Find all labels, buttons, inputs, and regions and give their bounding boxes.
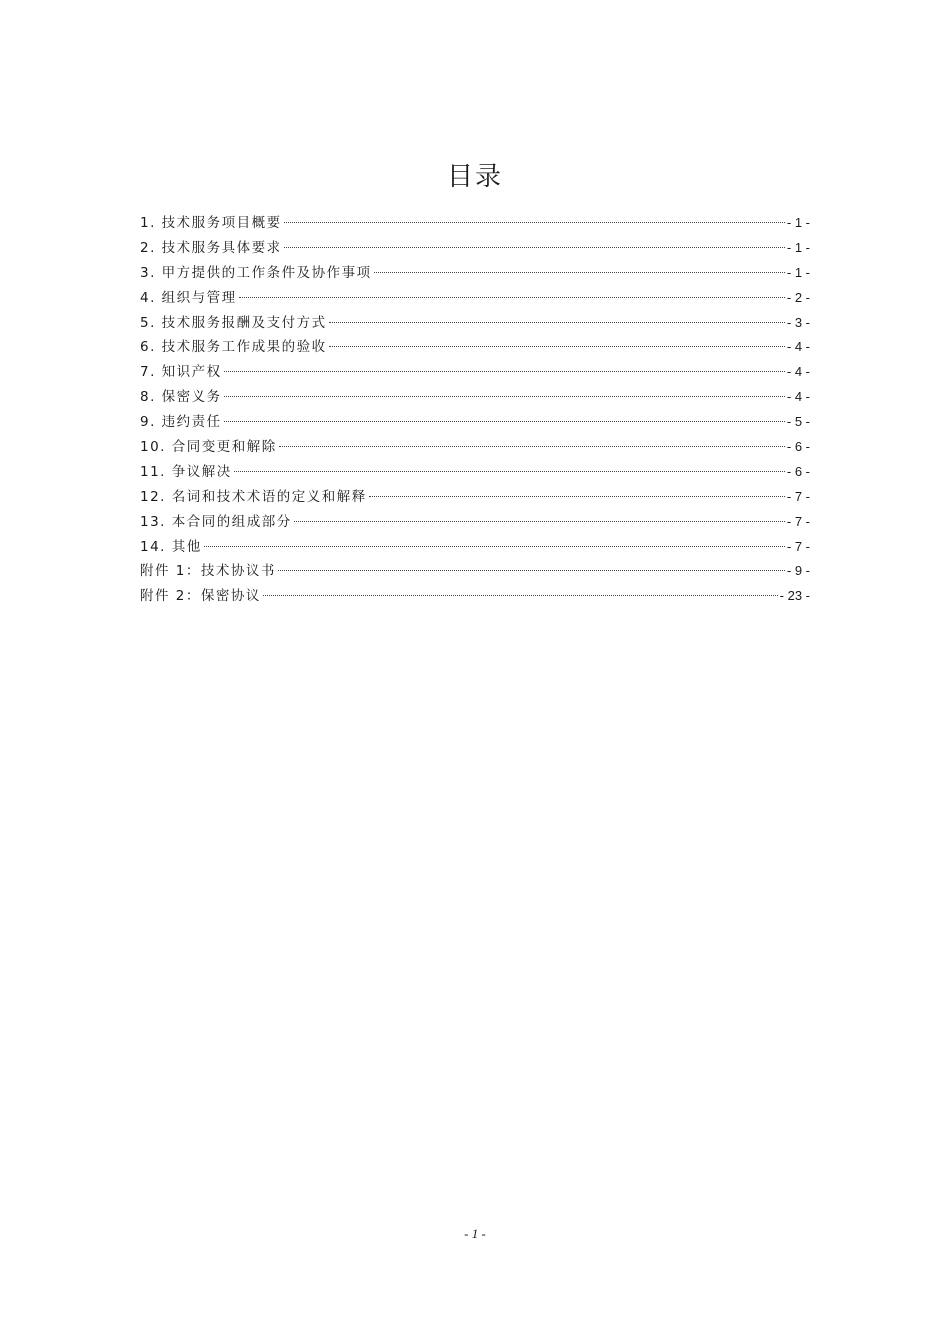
toc-entry-label: 8. 保密义务 bbox=[140, 389, 222, 406]
toc-entry[interactable] bbox=[140, 211, 810, 236]
toc-entry-page: - 4 - bbox=[786, 339, 810, 355]
toc-entry-page: - 9 - bbox=[786, 563, 810, 579]
toc-entry[interactable] bbox=[140, 460, 810, 485]
toc-entry-label: 附件 2：保密协议 bbox=[140, 588, 261, 605]
dot-leader bbox=[294, 521, 785, 522]
toc-entry-page: - 7 - bbox=[786, 538, 810, 554]
toc-entry[interactable] bbox=[140, 360, 810, 385]
dot-leader bbox=[284, 222, 785, 223]
dot-leader bbox=[263, 595, 778, 596]
toc-entry-page: - 6 - bbox=[786, 439, 810, 455]
toc-entry-page: - 5 - bbox=[786, 414, 810, 430]
toc-entry-label: 5. 技术服务报酬及支付方式 bbox=[140, 314, 327, 331]
dot-leader bbox=[284, 247, 785, 248]
toc-entry-page: - 3 - bbox=[786, 314, 810, 330]
toc-entry-label: 2. 技术服务具体要求 bbox=[140, 239, 282, 256]
dot-leader bbox=[369, 496, 785, 497]
toc-entry[interactable] bbox=[140, 535, 810, 560]
toc-entry-page: - 7 - bbox=[786, 513, 810, 529]
toc-entry[interactable] bbox=[140, 236, 810, 261]
toc-entry[interactable] bbox=[140, 435, 810, 460]
toc-entry-page: - 2 - bbox=[786, 289, 810, 305]
dot-leader bbox=[279, 446, 785, 447]
dot-leader bbox=[224, 421, 785, 422]
toc-entry[interactable] bbox=[140, 584, 810, 609]
toc-entry[interactable] bbox=[140, 335, 810, 360]
toc-entry-label: 3. 甲方提供的工作条件及协作事项 bbox=[140, 264, 372, 281]
table-of-contents bbox=[140, 211, 810, 609]
toc-entry[interactable] bbox=[140, 385, 810, 410]
page-number-footer: - 1 - bbox=[464, 1226, 486, 1241]
toc-entry-page: - 4 - bbox=[786, 389, 810, 405]
toc-entry-label: 7. 知识产权 bbox=[140, 364, 222, 381]
dot-leader bbox=[278, 570, 785, 571]
toc-entry-page: - 1 - bbox=[786, 264, 810, 280]
toc-entry[interactable] bbox=[140, 286, 810, 311]
dot-leader bbox=[224, 396, 785, 397]
dot-leader bbox=[374, 272, 785, 273]
toc-entry-label: 9. 违约责任 bbox=[140, 414, 222, 431]
toc-entry-page: - 1 - bbox=[786, 239, 810, 255]
dot-leader bbox=[329, 322, 785, 323]
toc-entry[interactable] bbox=[140, 485, 810, 510]
toc-entry-page: - 6 - bbox=[786, 463, 810, 479]
toc-entry-label: 4. 组织与管理 bbox=[140, 289, 237, 306]
toc-entry-label: 附件 1：技术协议书 bbox=[140, 563, 276, 580]
toc-entry[interactable] bbox=[140, 559, 810, 584]
toc-entry-label: 1. 技术服务项目概要 bbox=[140, 215, 282, 231]
toc-entry-label: 12. 名词和技术术语的定义和解释 bbox=[140, 488, 367, 505]
toc-entry-label: 6. 技术服务工作成果的验收 bbox=[140, 339, 327, 356]
toc-entry[interactable] bbox=[140, 261, 810, 286]
toc-entry-label: 10. 合同变更和解除 bbox=[140, 439, 277, 456]
toc-entry-label: 14. 其他 bbox=[140, 538, 202, 555]
toc-entry-page: - 4 - bbox=[786, 364, 810, 380]
dot-leader bbox=[239, 297, 785, 298]
toc-entry[interactable] bbox=[140, 410, 810, 435]
dot-leader bbox=[224, 371, 785, 372]
page-title: 目录 bbox=[446, 162, 503, 192]
toc-entry-page: - 23 - bbox=[779, 588, 810, 604]
toc-entry[interactable] bbox=[140, 510, 810, 535]
toc-entry-label: 11. 争议解决 bbox=[140, 463, 232, 480]
toc-entry-page: - 1 - bbox=[786, 215, 810, 230]
toc-entry-label: 13. 本合同的组成部分 bbox=[140, 513, 292, 530]
dot-leader bbox=[234, 471, 785, 472]
dot-leader bbox=[204, 546, 785, 547]
toc-entry-page: - 7 - bbox=[786, 488, 810, 504]
dot-leader bbox=[329, 346, 785, 347]
toc-entry[interactable] bbox=[140, 311, 810, 336]
